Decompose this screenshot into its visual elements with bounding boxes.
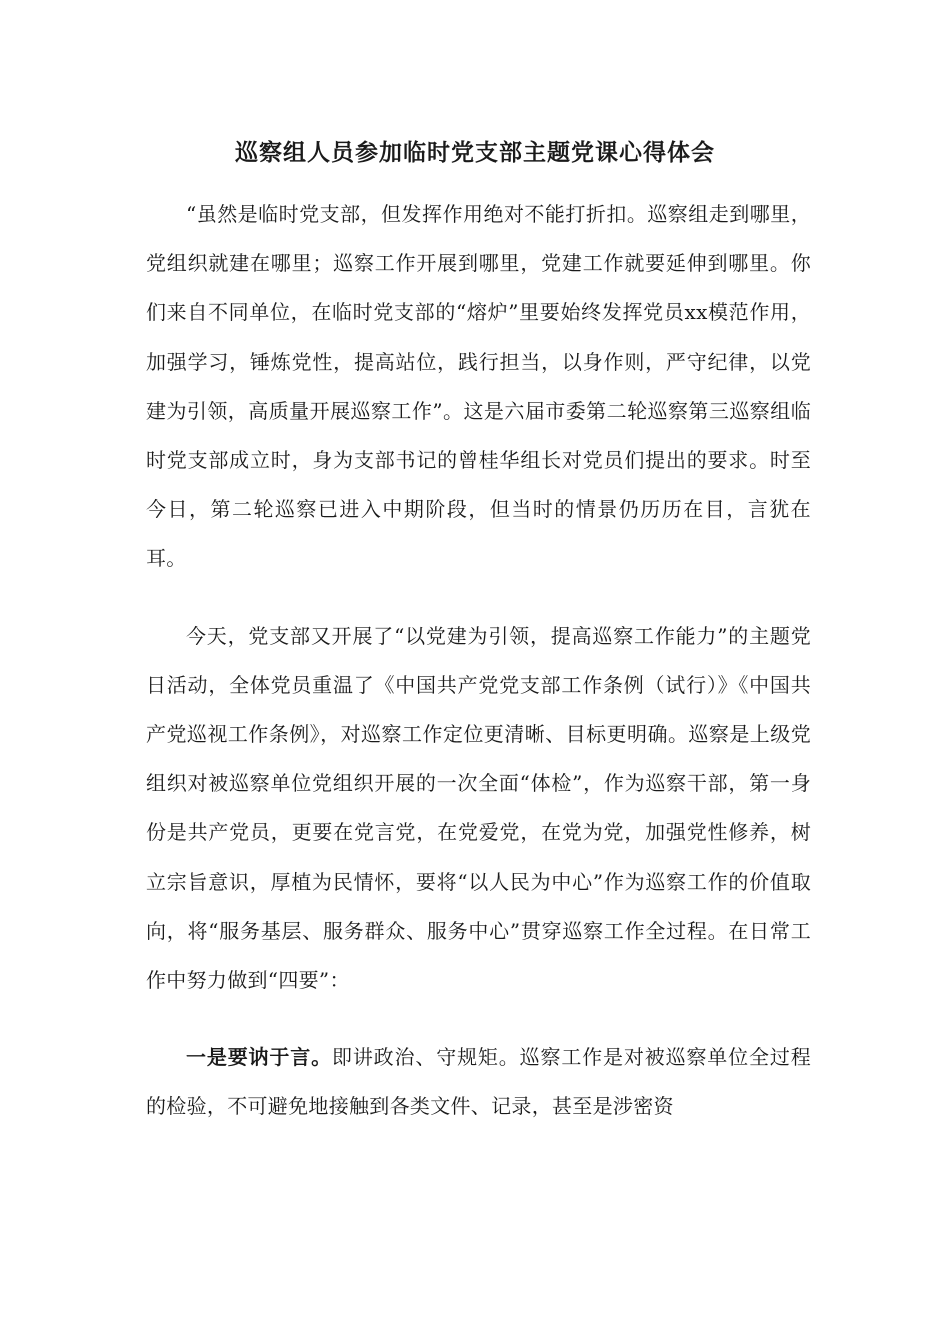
paragraph-2 [146,612,811,1006]
document-body [146,190,811,1132]
paragraph-3-text: 即讲政治、守规矩。巡察工作是对被巡察单位全过程的检验，不可避免地接触到各类文件、记录，甚至是涉密资 [146,1045,811,1119]
paragraph-3 [146,1033,811,1131]
paragraph-1 [146,190,811,584]
paragraph-2-text: 今天，党支部又开展了“以党建为引领，提高巡察工作能力”的主题党日活动，全体党员重温了《中国共产党党支部工作条例（试行）》《中国共产党巡视工作条例》，对巡察工作定位更清晰、目标更明确。巡察是上级党组织对被巡察单位党组织开展的一次全面“体检”，作为巡察干部，第一身份是共产党员，更要在党言党，在党爱党，在党为党，加强党性修养，树立宗旨意识，厚植为民情怀，要将“以人民为中心”作为巡察工作的价值取向，将“服务基层、服务群众、服务中心”贯穿巡察工作全过程。在日常工作中努力做到“四要”： [146,623,811,993]
paragraph-1-text: “虽然是临时党支部，但发挥作用绝对不能打折扣。巡察组走到哪里，党组织就建在哪里；巡察工作开展到哪里，党建工作就要延伸到哪里。你们来自不同单位，在临时党支部的“熔炉”里要始终发挥党员xx模范作用，加强学习，锤炼党性，提高站位，践行担当，以身作则，严守纪律，以党建为引领，高质量开展巡察工作”。这是六届市委第二轮巡察第三巡察组临时党支部成立时，身为支部书记的曾桂华组长对党员们提出的要求。时至今日，第二轮巡察已进入中期阶段，但当时的情景仍历历在目，言犹在耳。 [146,202,811,571]
document-title: 巡察组人员参加临时党支部主题党课心得体会 [235,139,715,166]
paragraph-3-lead: 一是要讷于言。 [186,1045,332,1070]
